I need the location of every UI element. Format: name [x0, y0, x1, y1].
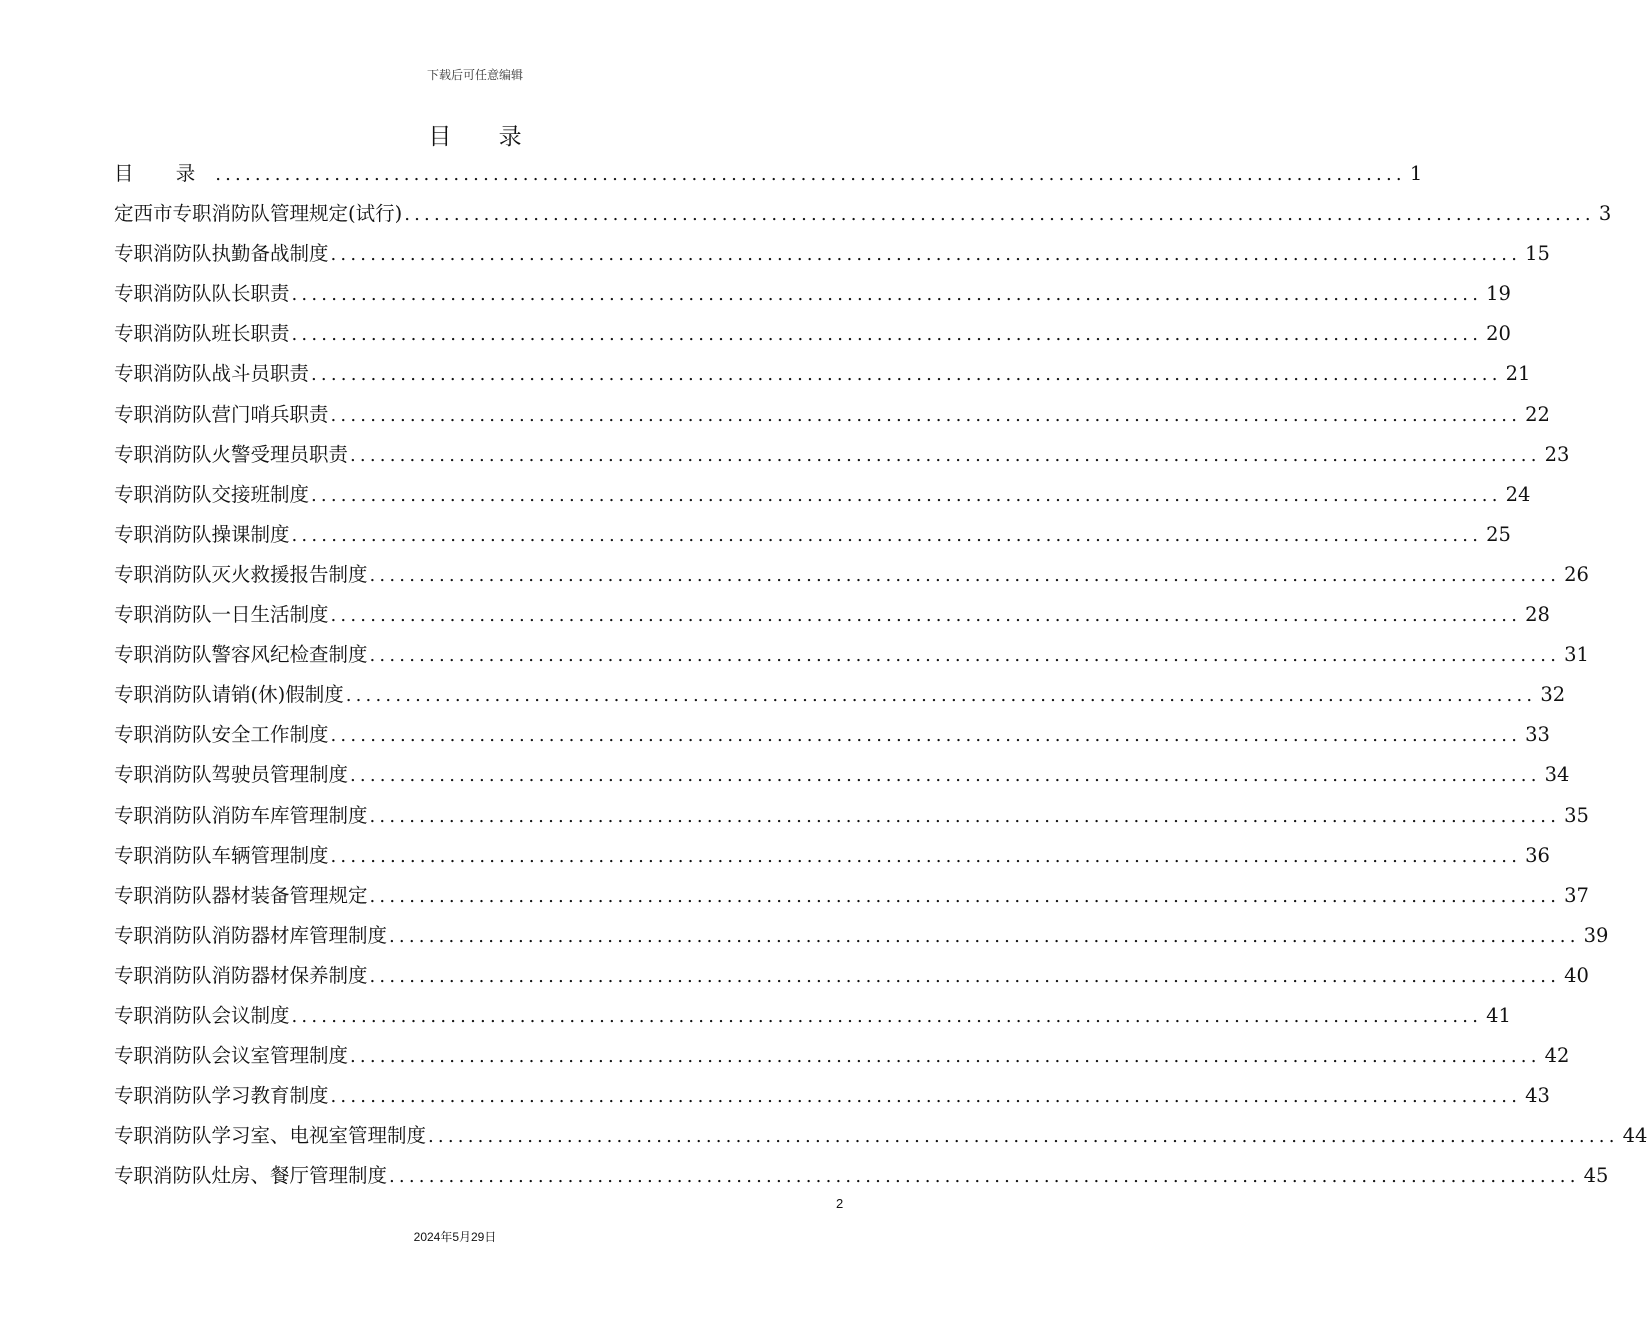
- toc-entry-title: 专职消防队队长职责: [114, 282, 290, 306]
- toc-entry-title: 专职消防队会议制度: [114, 1003, 290, 1027]
- toc-entry-title: 专职消防队交接班制度: [114, 482, 310, 506]
- toc-entry[interactable]: [114, 478, 1531, 518]
- toc-entry[interactable]: [114, 999, 1511, 1039]
- toc-entry[interactable]: [114, 157, 1423, 197]
- toc-leader-dots: ........................................................................................................................: [345, 685, 1537, 707]
- toc-entry-title: 专职消防队车辆管理制度: [114, 843, 329, 867]
- toc-entry[interactable]: [114, 598, 1550, 638]
- toc-entry-page: 26: [1564, 562, 1589, 586]
- toc-entry-title: 专职消防队灶房、餐厅管理制度: [114, 1164, 388, 1188]
- toc-entry-page: 20: [1486, 322, 1511, 346]
- toc-entry[interactable]: [114, 1079, 1550, 1119]
- toc-leader-dots: ........................................................................................................................: [369, 885, 1561, 907]
- toc-leader-dots: ........................................................................................................................: [291, 284, 1483, 306]
- toc-leader-dots: ........................................................................................................................: [291, 324, 1483, 346]
- toc-entry-title: 专职消防队驾驶员管理制度: [114, 763, 349, 787]
- toc-entry[interactable]: [114, 558, 1589, 598]
- toc-entry-page: 15: [1525, 242, 1550, 266]
- toc-leader-dots: ........................................................................................................................: [428, 1126, 1619, 1148]
- toc-entry[interactable]: [114, 758, 1570, 798]
- toc-leader-dots: ........................................................................................................................: [330, 244, 1522, 266]
- toc-entry-page: 24: [1505, 482, 1531, 506]
- toc-entry[interactable]: [114, 799, 1589, 839]
- header-note: 下载后可任意编辑: [426, 68, 523, 82]
- toc-entry-page: 32: [1540, 683, 1566, 707]
- toc-entry-title: 专职消防队消防器材库管理制度: [114, 923, 388, 947]
- toc-entry-page: 25: [1486, 522, 1511, 546]
- toc-entry-title: 专职消防队一日生活制度: [114, 603, 329, 627]
- toc-entry-page: 31: [1564, 643, 1589, 667]
- toc-entry-page: 45: [1583, 1164, 1609, 1188]
- toc-leader-dots: ........................................................................................................................: [350, 765, 1541, 787]
- toc-leader-dots: ........................................................................................................................: [350, 1046, 1541, 1068]
- toc-leader-dots: ........................................................................................................................: [350, 444, 1541, 466]
- toc-entry-title: 专职消防队灭火救援报告制度: [114, 562, 368, 586]
- toc-leader-dots: ........................................................................................................................: [291, 524, 1483, 546]
- toc-entry[interactable]: [114, 919, 1609, 959]
- toc-entry-title: 专职消防队消防车库管理制度: [114, 803, 368, 827]
- toc-entry-page: 35: [1564, 803, 1589, 827]
- toc-entry-page: 39: [1583, 923, 1609, 947]
- toc-entry-page: 19: [1486, 282, 1511, 306]
- toc-leader-dots: ........................................................................................................................: [311, 364, 1502, 386]
- toc-leader-dots: ........................................................................................................................: [311, 484, 1502, 506]
- toc-entry-title: 专职消防队火警受理员职责: [114, 442, 349, 466]
- toc-entry-page: 1: [1409, 162, 1423, 185]
- toc-entry[interactable]: [114, 438, 1570, 478]
- toc-entry-page: 36: [1525, 843, 1550, 867]
- toc-entry[interactable]: [114, 1119, 1647, 1159]
- toc-entry-page: 40: [1564, 963, 1589, 987]
- toc-entry[interactable]: [114, 879, 1589, 919]
- toc-entry-title: 专职消防队战斗员职责: [114, 362, 310, 386]
- toc-entry[interactable]: [114, 357, 1531, 397]
- toc-entry-page: 44: [1622, 1124, 1647, 1148]
- toc-leader-dots: ........................................................................................................................: [404, 204, 1595, 226]
- toc-leader-dots: ........................................................................................................................: [389, 1166, 1580, 1188]
- toc-entry-title: 专职消防队会议室管理制度: [114, 1044, 349, 1068]
- toc-entry-title: 专职消防队器材装备管理规定: [114, 883, 368, 907]
- toc-entry-page: 37: [1564, 883, 1589, 907]
- toc-leader-dots: ........................................................................................................................: [330, 1086, 1522, 1108]
- toc-leader-dots: ........................................................................................................................: [330, 404, 1522, 426]
- toc-entry-title: 专职消防队学习教育制度: [114, 1084, 329, 1108]
- toc-leader-dots: ........................................................................................................................: [369, 965, 1561, 987]
- toc-leader-dots: ........................................................................................................................: [330, 725, 1522, 747]
- toc-leader-dots: ........................................................................................................................: [369, 645, 1561, 667]
- toc-entry-title: 专职消防队班长职责: [114, 322, 290, 346]
- toc-entry[interactable]: [114, 518, 1511, 558]
- toc-entry-page: 3: [1598, 202, 1612, 226]
- toc-title: 目 录: [428, 124, 542, 150]
- toc-entry-title: 专职消防队操课制度: [114, 522, 290, 546]
- toc-leader-dots: ........................................................................................................................: [369, 564, 1561, 586]
- toc-entry-title: 专职消防队消防器材保养制度: [114, 963, 368, 987]
- toc-entry-page: 41: [1486, 1003, 1511, 1027]
- toc-entry[interactable]: [114, 718, 1550, 758]
- toc-entry-page: 42: [1544, 1044, 1570, 1068]
- toc-leader-dots: ........................................................................................................................: [369, 805, 1561, 827]
- toc-entry-title: 专职消防队警容风纪检查制度: [114, 643, 368, 667]
- toc-entry-title: 专职消防队学习室、电视室管理制度: [114, 1124, 427, 1148]
- toc-entry-page: 43: [1525, 1084, 1550, 1108]
- toc-leader-dots: ........................................................................................................................: [291, 1005, 1483, 1027]
- toc-entry-page: 21: [1505, 362, 1531, 386]
- toc-entry-page: 23: [1544, 442, 1570, 466]
- toc-entry-title: 专职消防队执勤备战制度: [114, 242, 329, 266]
- toc-entry-page: 33: [1525, 723, 1550, 747]
- toc-entry[interactable]: [114, 839, 1550, 879]
- toc-list: [114, 157, 1647, 1199]
- toc-entry-page: 22: [1525, 402, 1550, 426]
- toc-leader-dots: ........................................................................................................................: [330, 605, 1522, 627]
- toc-entry-title: 专职消防队请销(休)假制度: [114, 683, 344, 707]
- toc-entry[interactable]: [114, 398, 1550, 438]
- toc-entry-page: 34: [1544, 763, 1570, 787]
- toc-entry-title: 专职消防队安全工作制度: [114, 723, 329, 747]
- toc-leader-dots: ........................................................................................................................: [389, 925, 1580, 947]
- footer-date: 2024年5月29日: [413, 1230, 497, 1244]
- toc-entry-title: 定西市专职消防队管理规定(试行): [114, 202, 403, 226]
- toc-entry[interactable]: [114, 678, 1566, 718]
- toc-entry[interactable]: [114, 237, 1550, 277]
- toc-entry-title: 目 录: [114, 162, 214, 185]
- toc-leader-dots: ........................................................................................................................: [330, 845, 1522, 867]
- toc-entry[interactable]: [114, 959, 1589, 999]
- toc-entry-page: 28: [1525, 603, 1550, 627]
- toc-entry-title: 专职消防队营门哨兵职责: [114, 402, 329, 426]
- toc-entry[interactable]: [114, 277, 1511, 317]
- toc-entry[interactable]: [114, 197, 1612, 237]
- toc-entry[interactable]: [114, 1039, 1570, 1079]
- toc-entry[interactable]: [114, 317, 1511, 357]
- toc-leader-dots: ........................................................................................................................: [215, 164, 1406, 185]
- page-number: 2: [836, 1196, 844, 1211]
- toc-entry[interactable]: [114, 1159, 1609, 1199]
- toc-entry[interactable]: [114, 638, 1589, 678]
